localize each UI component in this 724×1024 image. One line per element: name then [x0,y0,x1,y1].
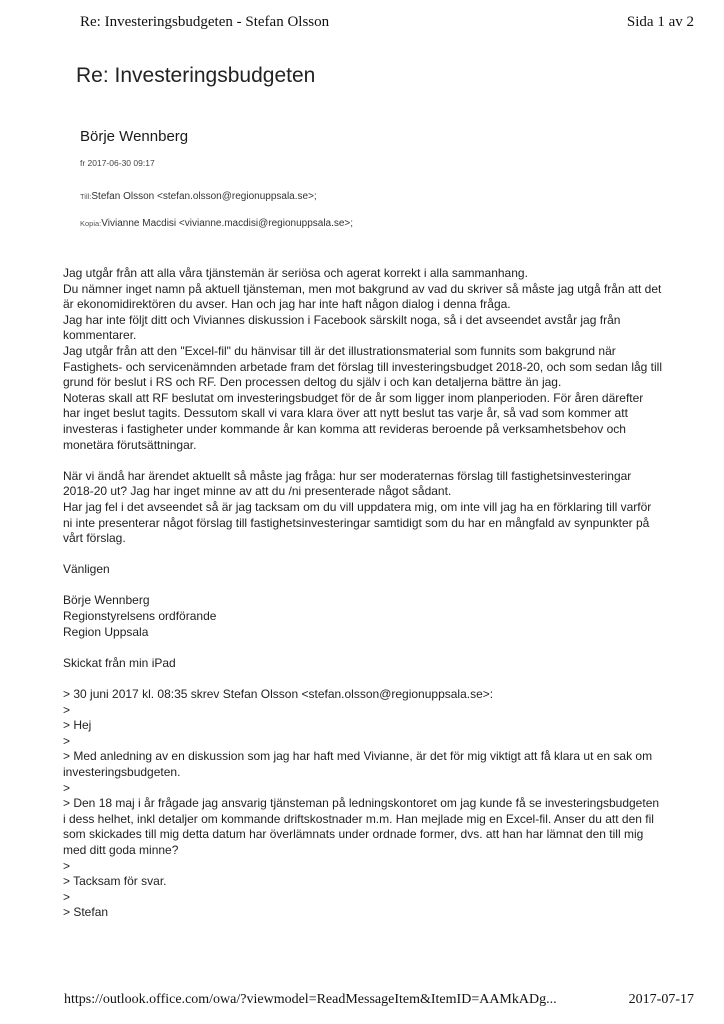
blank-line [63,578,663,594]
sent-date: fr 2017-06-30 09:17 [80,158,155,168]
blank-line [63,671,663,687]
quoted-line: > Stefan [63,905,109,920]
body-paragraph: Noteras skall att RF beslutat om investeringsbudget för de år som ligger inom planperioden. För åren därefter har inget beslut tagits. Dessutom skall vi vara klara över att nytt beslut tas varje år, så vad som kommer att investeras i fastigheter under kommande år kan komma att revideras beroende på verksamhetsbehov och monetära förutsättningar. [63,390,644,452]
blank-line [63,640,663,656]
page-url: https://outlook.office.com/owa/?viewmodel=ReadMessageItem&ItemID=AAMkADg... [64,992,557,1007]
to-label: Till: [80,192,92,201]
cc-recipient[interactable]: Vivianne Macdisi <vivianne.macdisi@regionuppsala.se>; [101,218,354,229]
quoted-line: > Tacksam för svar. [63,874,167,889]
body-paragraph: Jag utgår från att alla våra tjänstemän är seriösa och agerat korrekt i alla sammanhang. [63,266,528,280]
body-paragraph: När vi ändå har ärendet aktuellt så måste jag fråga: hur ser moderaternas förslag till fastighetsinvesteringar 2018-20 ut? Jag har inget minne av att du /ni presenterade något sådant. [63,468,632,499]
quoted-line: > Hej [63,718,92,733]
quoted-line: > [63,780,71,795]
body-paragraph: Skickat från min iPad [63,655,176,670]
body-paragraph: Vänligen [63,562,110,577]
cc-label: Kopia: [80,219,102,228]
quoted-line: > Med anledning av en diskussion som jag har haft med Vivianne, är det för mig viktigt att få klara ut en sak om investeringsbudgeten. [63,749,653,779]
quoted-line: > [63,702,71,717]
body-paragraph: Region Uppsala [63,624,149,639]
blank-line [63,547,663,563]
quoted-line: > [63,858,71,873]
body-paragraph: Jag utgår från att den "Excel-fil" du hänvisar till är det illustrationsmaterial som funnits som bakgrund när Fastighets- och servicenämnden arbetade fram det förslag till investeringsbudget 2018-20, och som sedan låg till grund för beslut i RS och RF. Den processen deltog du själv i och kan detaljerna bättre än jag. [63,343,662,390]
body-paragraph: Du nämner inget namn på aktuell tjänsteman, men mot bakgrund av vad du skriver så måste jag utgå från att det är ekonomidirektören du avser. Han och jag har inte haft någon dialog i denna fråga. [63,281,662,312]
quoted-line: > Den 18 maj i år frågade jag ansvarig tjänsteman på ledningskontoret om jag kunde få se investeringsbudgeten i dess helhet, inkl detaljer om kommande driftskostnader m.m. Han mejlade mig en Excel-fil. Anser du att den fil som skickades till mig detta datum har överlämnats under ordnade former, dvs. att han har lämnat den till mig med ditt goda minne? [63,796,660,857]
to-line [80,191,317,202]
body-paragraph: Börje Wennberg [63,593,150,608]
to-recipient[interactable]: Stefan Olsson <stefan.olsson@regionuppsala.se>; [91,191,317,202]
body-paragraph: Jag har inte följt ditt och Viviannes diskussion i Facebook särskilt noga, så i det avseendet avstår jag från kommentarer. [63,312,621,343]
body-paragraph: Har jag fel i det avseendet så är jag tacksam om du vill uppdatera mig, om inte vill jag ha en förklaring till varför ni inte presenterar något förslag till fastighetsinvesteringar samtidigt som du har en mångfald av synpunkter på vårt förslag. [63,499,652,546]
message-body [63,266,663,921]
print-header [80,14,694,34]
print-header-title: Re: Investeringsbudgeten - Stefan Olsson [80,14,330,30]
body-paragraph: Regionstyrelsens ordförande [63,609,217,624]
print-footer [64,992,694,1012]
quoted-line: > [63,889,71,904]
blank-line [63,453,663,469]
page-number: Sida 1 av 2 [626,14,694,30]
email-subject: Re: Investeringsbudgeten [76,64,316,87]
quoted-line: > 30 juni 2017 kl. 08:35 skrev Stefan Olsson <stefan.olsson@regionuppsala.se>: [63,687,494,702]
cc-line [80,218,353,229]
print-date: 2017-07-17 [628,992,694,1007]
sender-name: Börje Wennberg [80,128,189,145]
quoted-line: > [63,733,71,748]
